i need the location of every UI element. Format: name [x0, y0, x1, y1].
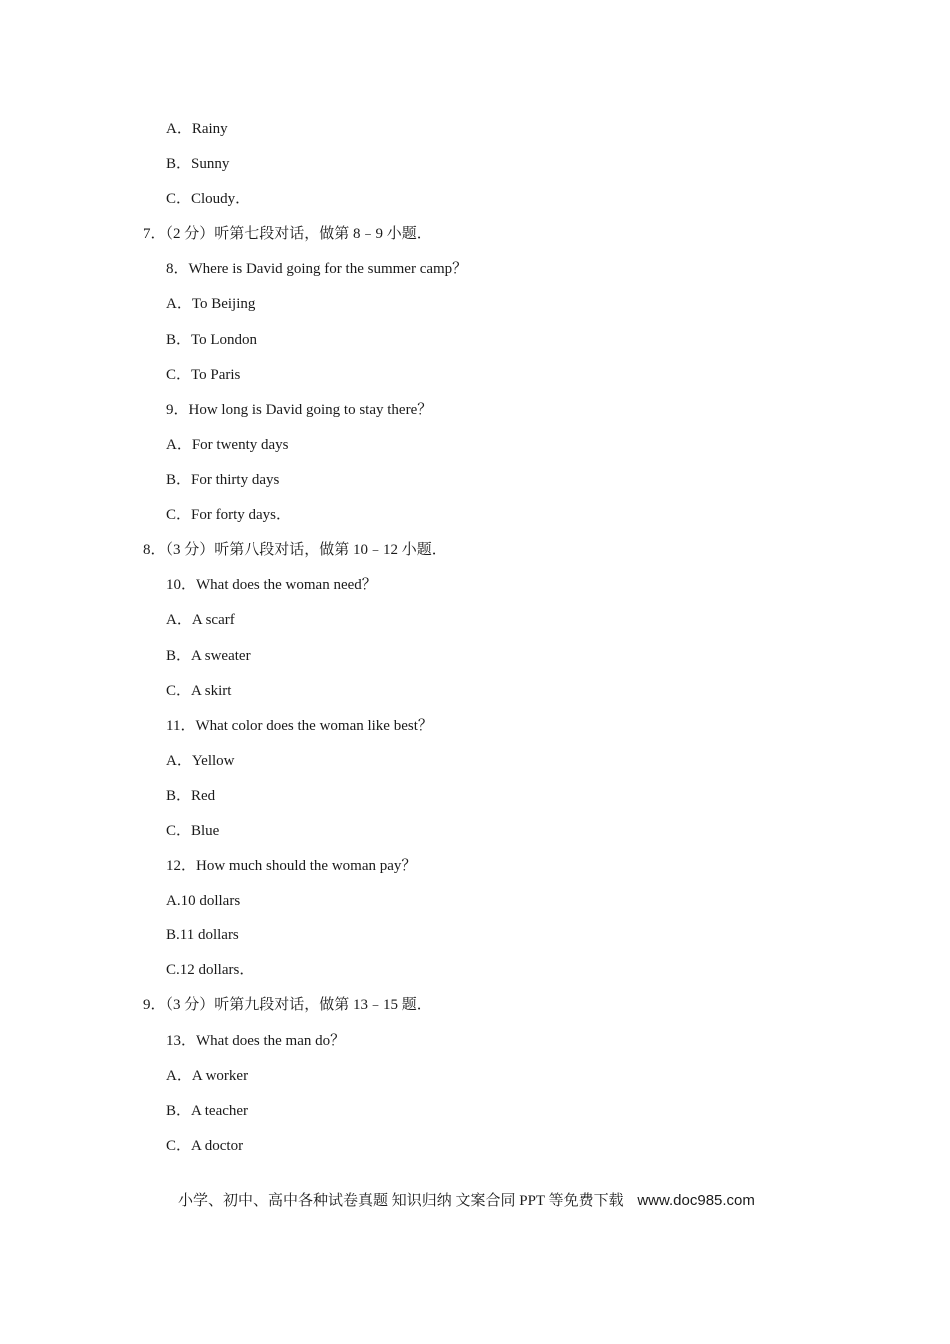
- option-line: A．For twenty days: [166, 437, 289, 453]
- section-heading: 8．（3 分）听第八段对话，做第 10﹣12 小题．: [143, 542, 447, 558]
- question-line: 9．How long is David going to stay there？: [166, 402, 433, 418]
- option-line: C.12 dollars．: [166, 962, 255, 978]
- option-line: C．Blue: [166, 823, 220, 839]
- option-line: A．To Beijing: [166, 296, 256, 312]
- question-line: 11．What color does the woman like best？: [166, 718, 433, 734]
- page-footer: [178, 1191, 755, 1211]
- option-line: B．To London: [166, 332, 258, 348]
- section-heading: 9．（3 分）听第九段对话，做第 13﹣15 题．: [143, 997, 432, 1013]
- option-line: C．A doctor: [166, 1138, 244, 1154]
- question-line: 13．What does the man do？: [166, 1033, 346, 1049]
- question-line: 8．Where is David going for the summer camp？: [166, 261, 468, 277]
- option-line: C．To Paris: [166, 367, 241, 383]
- option-line: A．Rainy: [166, 121, 228, 137]
- option-line: B．Sunny: [166, 156, 230, 172]
- option-line: B.11 dollars: [166, 927, 239, 943]
- footer-text: 小学、初中、高中各种试卷真题 知识归纳 文案合同 PPT 等免费下载: [178, 1193, 624, 1209]
- option-line: C．Cloudy．: [166, 191, 251, 207]
- section-heading: 7．（2 分）听第七段对话，做第 8﹣9 小题．: [143, 226, 432, 242]
- question-line: 10．What does the woman need？: [166, 577, 377, 593]
- option-line: A．A scarf: [166, 612, 235, 628]
- option-line: A．Yellow: [166, 753, 235, 769]
- option-line: B．For thirty days: [166, 472, 280, 488]
- option-line: C．A skirt: [166, 683, 232, 699]
- option-line: B．A sweater: [166, 648, 251, 664]
- option-line: B．A teacher: [166, 1103, 249, 1119]
- option-line: B．Red: [166, 788, 216, 804]
- footer-link[interactable]: www.doc985.com: [637, 1192, 755, 1209]
- option-line: A．A worker: [166, 1068, 249, 1084]
- option-line: A.10 dollars: [166, 893, 241, 909]
- option-line: C．For forty days．: [166, 507, 291, 523]
- question-line: 12．How much should the woman pay？: [166, 858, 417, 874]
